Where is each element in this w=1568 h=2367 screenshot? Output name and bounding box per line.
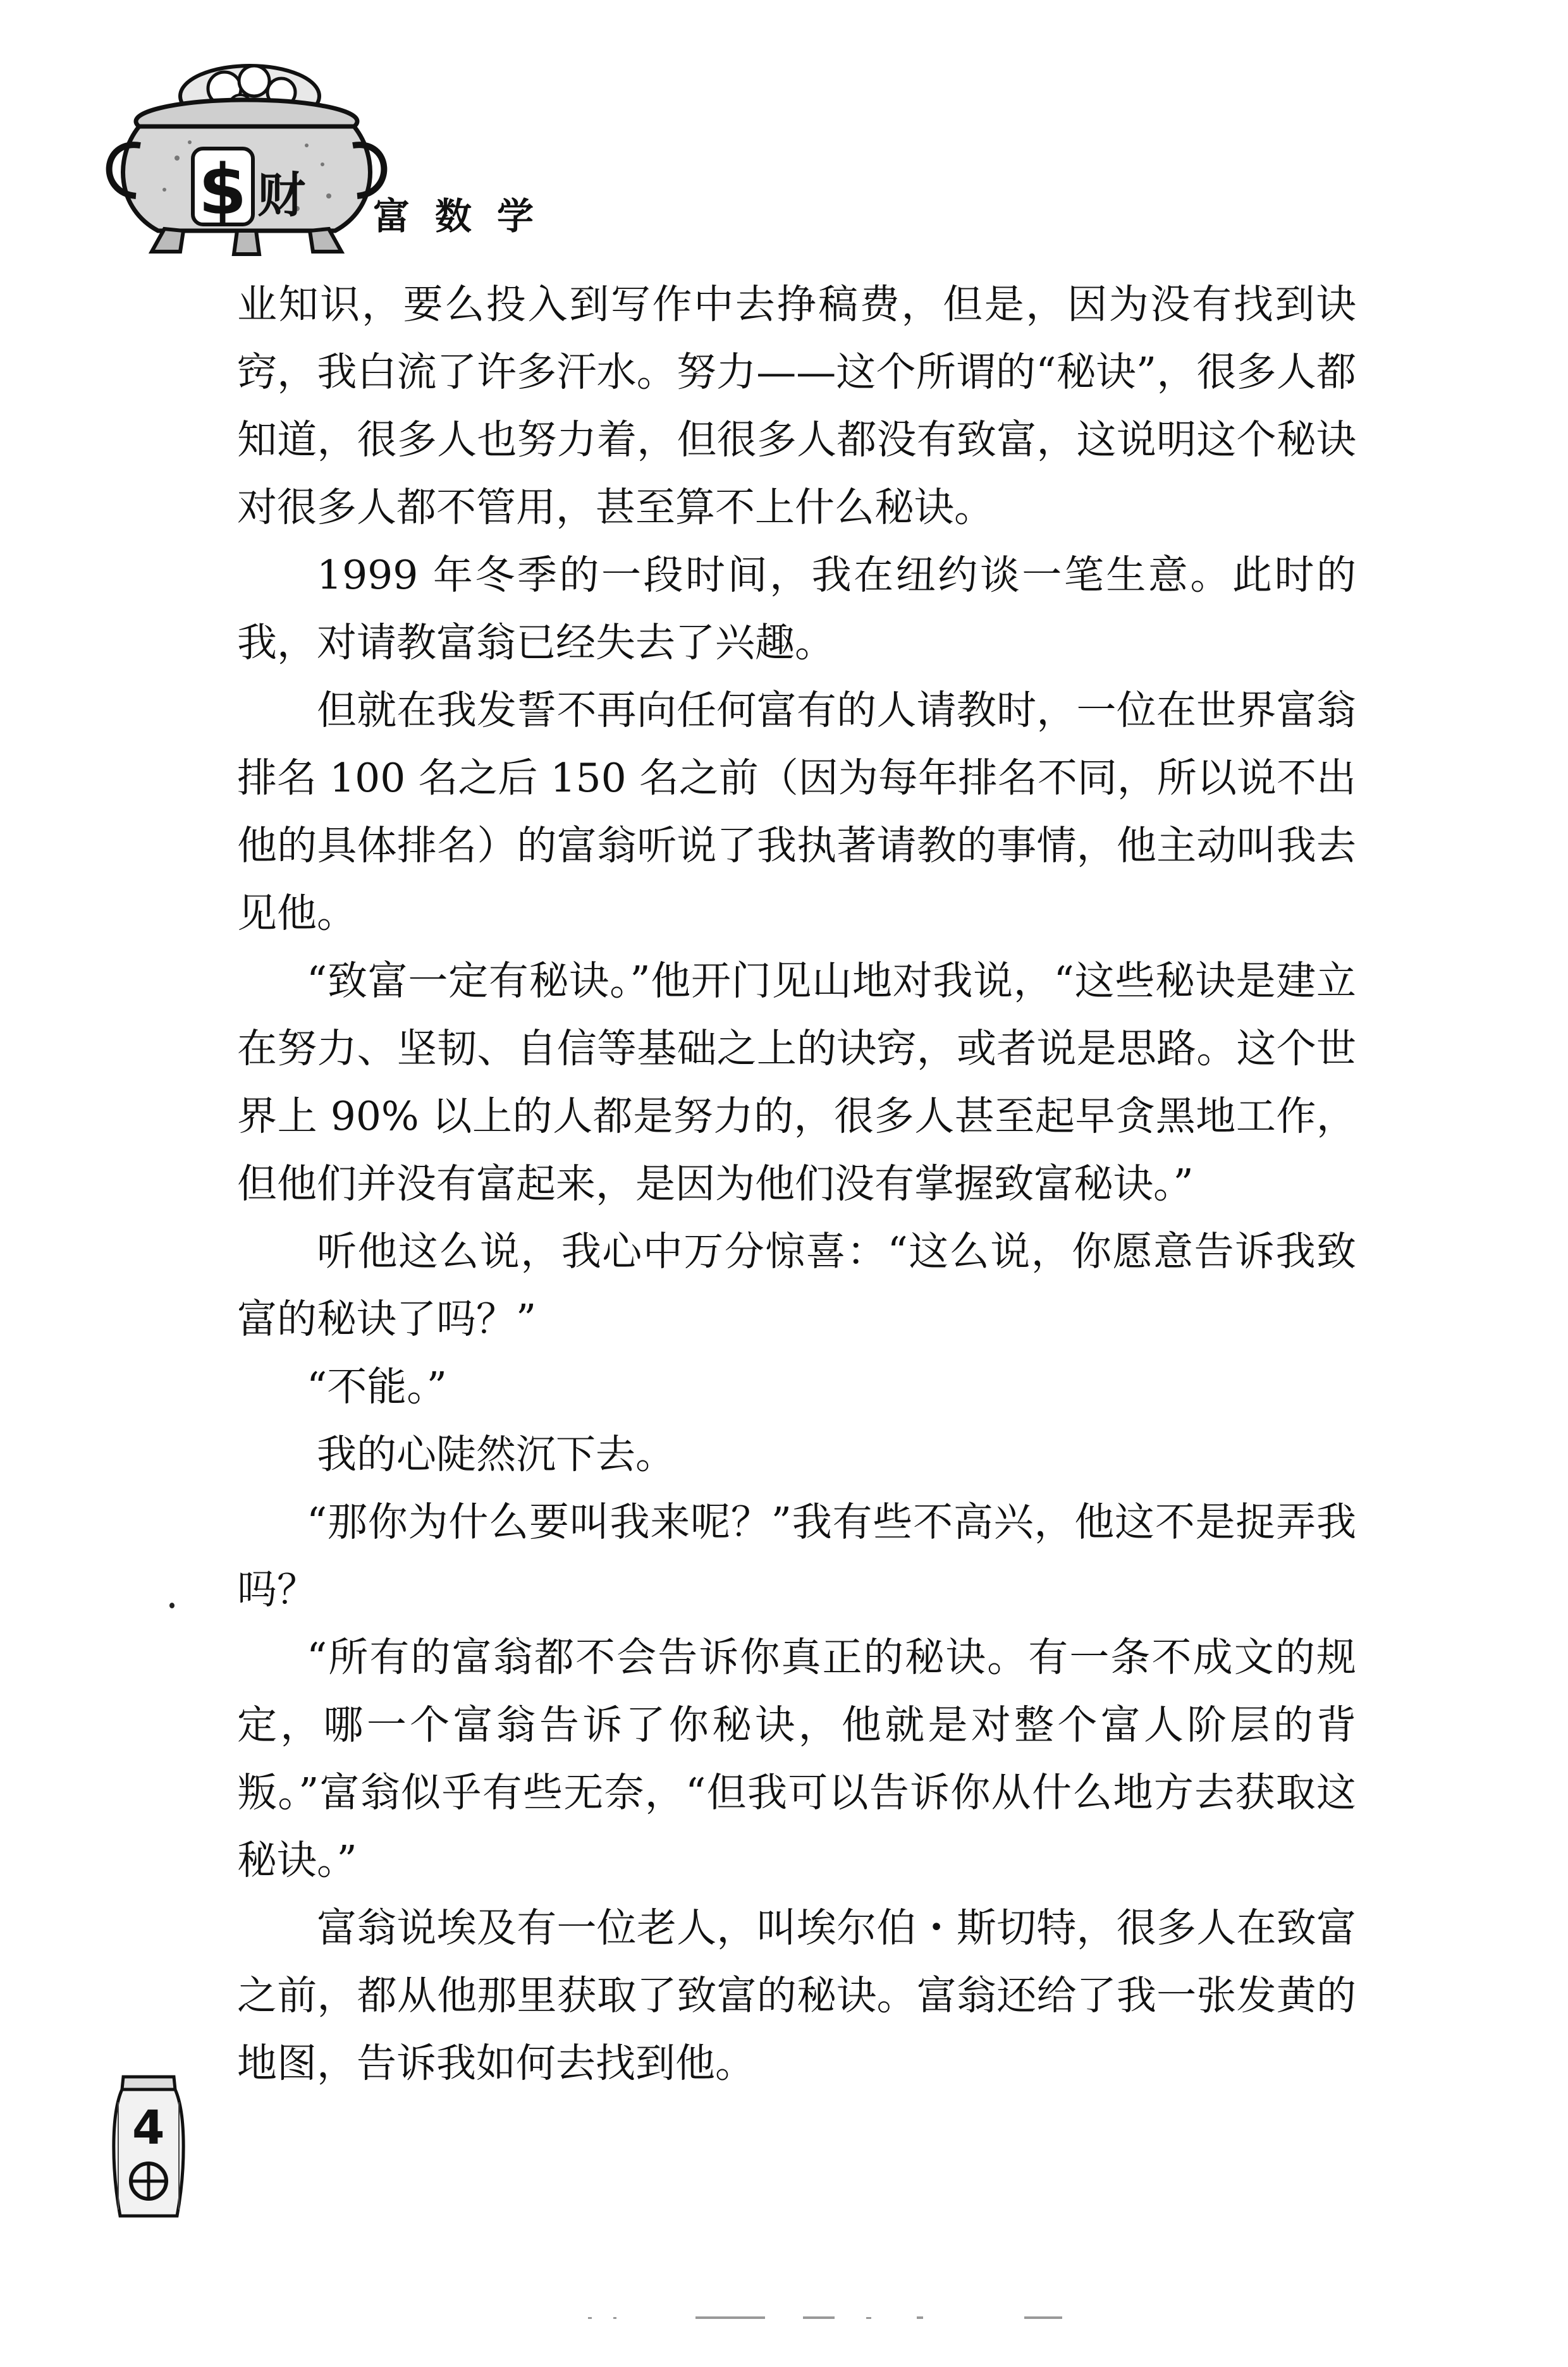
logo-cai-glyph: 财 xyxy=(257,167,305,223)
paragraph-5: 听他这么说，我心中万分惊喜：“这么说，你愿意告诉我致富的秘诀了吗？” xyxy=(237,1228,1356,1342)
scan-noise-line xyxy=(588,2314,1069,2321)
page-number-badge xyxy=(104,2064,193,2222)
paragraph-1: 业知识，要么投入到写作中去挣稿费，但是，因为没有找到诀窍，我白流了许多汗水。努力——这个所谓的“秘诀”，很多人都知道，很多人也努力着，但很多人都没有致富，这说明这个秘诀对很多人都不管用，甚至算不上什么秘诀。 xyxy=(237,281,1356,530)
logo-dollar-glyph: $ xyxy=(198,149,247,230)
scan-speck xyxy=(169,1603,175,1608)
paragraph-2: 1999 年冬季的一段时间，我在纽约谈一笔生意。此时的我，对请教富翁已经失去了兴趣。 xyxy=(237,552,1356,666)
paragraph-4: “致富一定有秘诀。”他开门见山地对我说，“这些秘诀是建立在努力、坚韧、自信等基础之上的诀窍，或者说是思路。这个世界上 90% 以上的人都是努力的，很多人甚至起早贪黑地工作，但他们并没有富起来，是因为他们没有掌握致富秘诀。” xyxy=(237,958,1356,1207)
paragraph-8: “那你为什么要叫我来呢？”我有些不高兴，他这不是捉弄我吗？ xyxy=(237,1499,1356,1613)
paragraph-3: 但就在我发誓不再向任何富有的人请教时，一位在世界富翁排名 100 名之后 150 名之前（因为每年排名不同，所以说不出他的具体排名）的富翁听说了我执著请教的事情，他主动叫我去见他。 xyxy=(237,687,1356,936)
body-text xyxy=(237,271,1356,2097)
paragraph-10: 富翁说埃及有一位老人，叫埃尔伯・斯切特，很多人在致富之前，都从他那里获取了致富的秘诀。富翁还给了我一张发黄的地图，告诉我如何去找到他。 xyxy=(237,1905,1356,2086)
running-header xyxy=(89,51,658,259)
page-number: 4 xyxy=(132,2101,165,2155)
paragraph-7: 我的心陡然沉下去。 xyxy=(317,1431,675,1477)
paragraph-6: “不能。” xyxy=(307,1364,447,1410)
paragraph-9: “所有的富翁都不会告诉你真正的秘诀。有一条不成文的规定，哪一个富翁告诉了你秘诀，他就是对整个富人阶层的背叛。”富翁似乎有些无奈，“但我可以告诉你从什么地方去获取这秘诀。” xyxy=(237,1634,1356,1883)
header-title: 富数学 xyxy=(373,195,560,238)
